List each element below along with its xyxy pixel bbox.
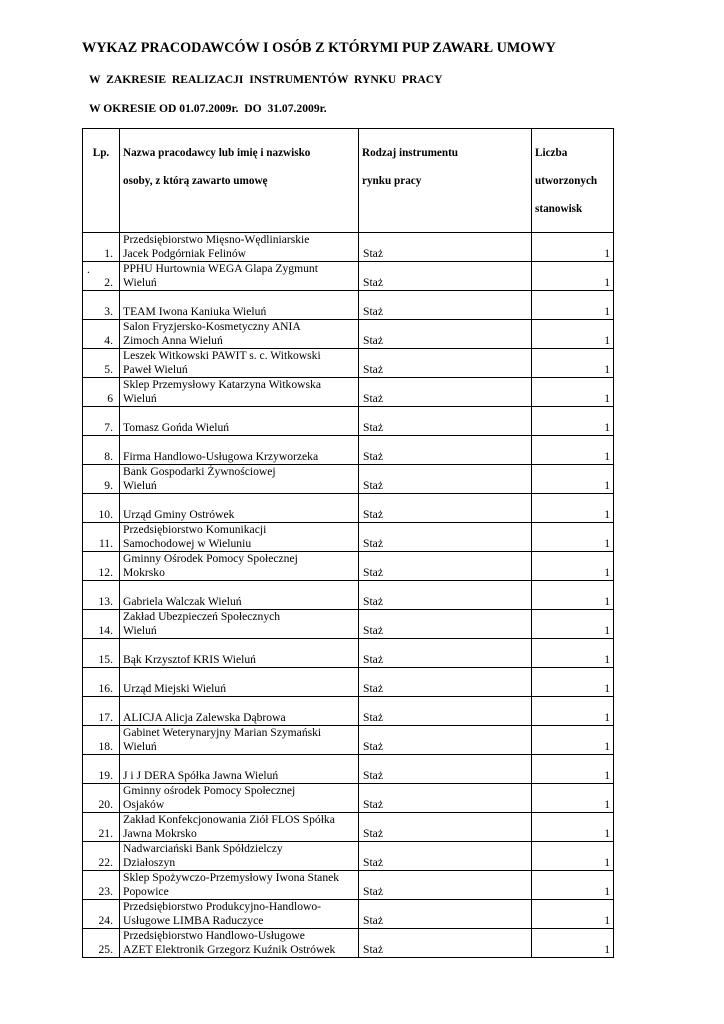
table-row: [83, 610, 614, 639]
row-lp: [83, 697, 120, 726]
row-employer-name-line2: Bąk Krzysztof KRIS Wieluń: [123, 653, 256, 666]
row-lp-number: 19.: [98, 769, 113, 782]
row-lp-number: 11.: [98, 537, 113, 550]
row-employer-name-line1: Leszek Witkowski PAWIT s. c. Witkowski: [123, 349, 321, 362]
row-employer-name: [120, 581, 359, 610]
row-lp-number: 10.: [98, 508, 113, 521]
row-lp-number: 18.: [98, 740, 113, 753]
row-positions-count: 1: [532, 813, 614, 842]
row-instrument-type: Staż: [359, 349, 532, 378]
row-employer-name: [120, 523, 359, 552]
row-instrument-type: Staż: [359, 610, 532, 639]
row-positions-count: 1: [532, 668, 614, 697]
table-row: [83, 784, 614, 813]
row-lp: [83, 900, 120, 929]
row-instrument-type: Staż: [359, 726, 532, 755]
row-lp: [83, 262, 120, 291]
row-lp: [83, 494, 120, 523]
row-lp: [83, 610, 120, 639]
table-row: [83, 465, 614, 494]
row-employer-name: [120, 610, 359, 639]
row-positions-count: 1: [532, 929, 614, 958]
row-employer-name-line1: Przedsiębiorstwo Handlowo-Usługowe: [123, 929, 305, 942]
row-positions-count: 1: [532, 581, 614, 610]
row-employer-name: [120, 726, 359, 755]
table-row: [83, 233, 614, 262]
header-count: [532, 129, 614, 233]
header-name-line1: Nazwa pracodawcy lub imię i nazwisko: [123, 147, 311, 159]
row-employer-name-line1: [123, 755, 358, 769]
table-row: [83, 349, 614, 378]
document-subtitle-period: W OKRESIE OD 01.07.2009r. DO 31.07.2009r.: [89, 102, 327, 115]
row-positions-count: 1: [532, 233, 614, 262]
row-instrument-type: Staż: [359, 552, 532, 581]
row-lp: [83, 233, 120, 262]
row-instrument-type: Staż: [359, 436, 532, 465]
table-row: [83, 639, 614, 668]
row-lp-number: 13.: [98, 595, 113, 608]
row-positions-count: 1: [532, 436, 614, 465]
table-header-row: [83, 129, 614, 233]
row-positions-count: 1: [532, 465, 614, 494]
row-instrument-type: Staż: [359, 697, 532, 726]
table-row: [83, 842, 614, 871]
row-employer-name: [120, 320, 359, 349]
row-lp: [83, 523, 120, 552]
row-employer-name: [120, 291, 359, 320]
row-lp: [83, 436, 120, 465]
row-instrument-type: Staż: [359, 784, 532, 813]
row-lp-number: 4.: [104, 334, 113, 347]
row-employer-name-line1: Bank Gospodarki Żywnościowej: [123, 465, 276, 478]
table-row: [83, 929, 614, 958]
table-row: [83, 523, 614, 552]
row-employer-name-line2: Wieluń: [123, 276, 157, 289]
row-employer-name: [120, 755, 359, 784]
row-instrument-type: Staż: [359, 929, 532, 958]
row-positions-count: 1: [532, 610, 614, 639]
row-lp: [83, 378, 120, 407]
row-employer-name-line2: Popowice: [123, 885, 169, 898]
row-lp-number: 23.: [98, 885, 113, 898]
row-instrument-type: Staż: [359, 581, 532, 610]
row-instrument-type: Staż: [359, 755, 532, 784]
row-lp: [83, 349, 120, 378]
table-row: [83, 697, 614, 726]
row-employer-name-line1: Gabinet Weterynaryjny Marian Szymański: [123, 726, 322, 739]
row-lp-number: 22.: [98, 856, 113, 869]
row-positions-count: 1: [532, 378, 614, 407]
row-employer-name: [120, 813, 359, 842]
row-lp: [83, 407, 120, 436]
row-employer-name: [120, 697, 359, 726]
row-employer-name: [120, 233, 359, 262]
row-instrument-type: Staż: [359, 407, 532, 436]
header-name-line2: osoby, z którą zawarto umowę: [123, 175, 268, 187]
row-employer-name-line1: [123, 581, 358, 595]
row-mark: .: [87, 263, 90, 276]
row-lp: [83, 871, 120, 900]
row-employer-name-line2: Tomasz Gońda Wieluń: [123, 421, 230, 434]
row-employer-name-line2: J i J DERA Spółka Jawna Wieluń: [123, 769, 279, 782]
row-employer-name-line2: ALICJA Alicja Zalewska Dąbrowa: [123, 711, 286, 724]
table-row: [83, 407, 614, 436]
row-employer-name-line2: Wieluń: [123, 740, 157, 753]
row-lp-number: 12.: [98, 566, 113, 579]
row-positions-count: 1: [532, 262, 614, 291]
row-instrument-type: Staż: [359, 465, 532, 494]
row-employer-name: [120, 871, 359, 900]
row-positions-count: 1: [532, 842, 614, 871]
row-employer-name-line1: Zakład Konfekcjonowania Ziół FLOS Spółka: [123, 813, 335, 826]
row-employer-name-line2: Osjaków: [123, 798, 165, 811]
row-employer-name-line2: Paweł Wieluń: [123, 363, 188, 376]
header-count-line2: utworzonych: [535, 175, 598, 187]
header-count-line1: Liczba: [535, 147, 568, 159]
row-employer-name: [120, 378, 359, 407]
row-positions-count: 1: [532, 494, 614, 523]
row-employer-name: [120, 262, 359, 291]
row-lp: [83, 552, 120, 581]
row-lp: [83, 291, 120, 320]
row-positions-count: 1: [532, 697, 614, 726]
row-positions-count: 1: [532, 552, 614, 581]
row-employer-name-line1: Sklep Przemysłowy Katarzyna Witkowska: [123, 378, 321, 391]
row-positions-count: 1: [532, 900, 614, 929]
row-employer-name-line2: Jacek Podgórniak Felinów: [123, 247, 247, 260]
row-employer-name-line1: Salon Fryzjersko-Kosmetyczny ANIA: [123, 320, 301, 333]
row-employer-name-line2: Jawna Mokrsko: [123, 827, 197, 840]
row-positions-count: 1: [532, 784, 614, 813]
row-employer-name-line1: [123, 291, 358, 305]
row-instrument-type: Staż: [359, 639, 532, 668]
table-row: [83, 378, 614, 407]
row-employer-name-line2: Usługowe LIMBA Raduczyce: [123, 914, 264, 927]
row-employer-name: [120, 465, 359, 494]
row-employer-name-line1: Zakład Ubezpieczeń Społecznych: [123, 610, 281, 623]
row-employer-name-line2: TEAM Iwona Kaniuka Wieluń: [123, 305, 267, 318]
row-employer-name-line1: [123, 639, 358, 653]
row-positions-count: 1: [532, 291, 614, 320]
row-instrument-type: Staż: [359, 291, 532, 320]
row-positions-count: 1: [532, 407, 614, 436]
row-employer-name: [120, 900, 359, 929]
row-employer-name-line1: Gminny ośrodek Pomocy Społecznej: [123, 784, 296, 797]
table-row: [83, 726, 614, 755]
row-employer-name-line1: Nadwarciański Bank Spółdzielczy: [123, 842, 283, 855]
row-lp: [83, 784, 120, 813]
employers-table: [82, 128, 614, 958]
row-employer-name-line1: [123, 668, 358, 682]
row-employer-name: [120, 784, 359, 813]
row-positions-count: 1: [532, 523, 614, 552]
row-positions-count: 1: [532, 755, 614, 784]
row-lp: [83, 581, 120, 610]
row-employer-name-line2: Urząd Miejski Wieluń: [123, 682, 226, 695]
row-lp-number: 15.: [98, 653, 113, 666]
header-kind: [359, 129, 532, 233]
document-title: WYKAZ PRACODAWCÓW I OSÓB Z KTÓRYMI PUP ZAWARŁ UMOWY: [82, 40, 556, 56]
row-lp: [83, 726, 120, 755]
row-employer-name: [120, 494, 359, 523]
table-row: [83, 291, 614, 320]
row-positions-count: 1: [532, 349, 614, 378]
row-lp-number: 8.: [104, 450, 113, 463]
row-lp-number: 1.: [104, 247, 113, 260]
row-employer-name: [120, 668, 359, 697]
row-positions-count: 1: [532, 726, 614, 755]
header-count-line3: stanowisk: [535, 203, 583, 215]
row-instrument-type: Staż: [359, 494, 532, 523]
table-row: [83, 813, 614, 842]
row-instrument-type: Staż: [359, 523, 532, 552]
row-employer-name-line1: PPHU Hurtownia WEGA Glapa Zygmunt: [123, 262, 318, 275]
table-row: [83, 581, 614, 610]
row-employer-name-line2: Wieluń: [123, 392, 157, 405]
row-instrument-type: Staż: [359, 842, 532, 871]
row-employer-name: [120, 552, 359, 581]
row-employer-name-line2: Mokrsko: [123, 566, 165, 579]
row-positions-count: 1: [532, 320, 614, 349]
table-row: [83, 668, 614, 697]
row-employer-name-line1: [123, 697, 358, 711]
row-positions-count: 1: [532, 871, 614, 900]
row-lp-number: 25.: [98, 943, 113, 956]
row-lp: [83, 320, 120, 349]
table-row: [83, 320, 614, 349]
header-lp: Lp.: [83, 129, 120, 233]
row-employer-name-line1: Sklep Spożywczo-Przemysłowy Iwona Stanek: [123, 871, 340, 884]
header-kind-line2: rynku pracy: [362, 175, 422, 187]
table-row: [83, 755, 614, 784]
row-employer-name: [120, 349, 359, 378]
row-instrument-type: Staż: [359, 668, 532, 697]
row-lp-number: 3.: [104, 305, 113, 318]
row-lp-number: 14.: [98, 624, 113, 637]
row-lp: [83, 842, 120, 871]
row-employer-name: [120, 929, 359, 958]
row-lp-number: 21.: [98, 827, 113, 840]
row-employer-name-line2: Wieluń: [123, 479, 157, 492]
row-employer-name-line2: Firma Handlowo-Usługowa Krzyworzeka: [123, 450, 319, 463]
row-employer-name: [120, 639, 359, 668]
employers-table-body: [83, 129, 614, 958]
row-lp-number: 5.: [104, 363, 113, 376]
row-instrument-type: Staż: [359, 320, 532, 349]
row-lp: [83, 668, 120, 697]
table-row: [83, 552, 614, 581]
row-lp: [83, 813, 120, 842]
row-lp-number: 24.: [98, 914, 113, 927]
row-employer-name-line2: Samochodowej w Wieluniu: [123, 537, 252, 550]
row-employer-name-line1: Przedsiębiorstwo Produkcyjno-Handlowo-: [123, 900, 322, 913]
row-lp-number: 6: [107, 392, 113, 405]
document-subtitle-scope: W ZAKRESIE REALIZACJI INSTRUMENTÓW RYNKU PRACY: [89, 73, 443, 86]
header-kind-line1: Rodzaj instrumentu: [362, 147, 459, 159]
row-lp: [83, 929, 120, 958]
row-employer-name: [120, 842, 359, 871]
row-employer-name-line1: [123, 407, 358, 421]
row-employer-name-line1: Gminny Ośrodek Pomocy Społecznej: [123, 552, 298, 565]
row-employer-name-line2: Zimoch Anna Wieluń: [123, 334, 223, 347]
table-row: [83, 436, 614, 465]
row-employer-name-line2: AZET Elektronik Grzegorz Kuźnik Ostrówek: [123, 943, 336, 956]
row-employer-name: [120, 407, 359, 436]
table-row: [83, 262, 614, 291]
row-employer-name: [120, 436, 359, 465]
table-row: [83, 494, 614, 523]
row-lp-number: 16.: [98, 682, 113, 695]
row-instrument-type: Staż: [359, 900, 532, 929]
row-lp-number: 20.: [98, 798, 113, 811]
table-row: [83, 871, 614, 900]
row-lp-number: 9.: [104, 479, 113, 492]
row-employer-name-line2: Gabriela Walczak Wieluń: [123, 595, 242, 608]
row-lp-number: 7.: [104, 421, 113, 434]
row-employer-name-line1: Przedsiębiorstwo Komunikacji: [123, 523, 267, 536]
row-positions-count: 1: [532, 639, 614, 668]
row-instrument-type: Staż: [359, 233, 532, 262]
row-lp-number: 2.: [104, 276, 113, 289]
header-name: [120, 129, 359, 233]
row-employer-name-line2: Wieluń: [123, 624, 157, 637]
row-instrument-type: Staż: [359, 813, 532, 842]
row-lp: [83, 465, 120, 494]
row-instrument-type: Staż: [359, 871, 532, 900]
row-employer-name-line2: Urząd Gminy Ostrówek: [123, 508, 235, 521]
row-employer-name-line1: [123, 436, 358, 450]
row-employer-name-line2: Działoszyn: [123, 856, 176, 869]
row-instrument-type: Staż: [359, 262, 532, 291]
row-lp: [83, 639, 120, 668]
row-employer-name-line1: [123, 494, 358, 508]
row-employer-name-line1: Przedsiębiorstwo Mięsno-Wędliniarskie: [123, 233, 310, 246]
row-lp: [83, 755, 120, 784]
table-row: [83, 900, 614, 929]
row-lp-number: 17.: [98, 711, 113, 724]
row-instrument-type: Staż: [359, 378, 532, 407]
